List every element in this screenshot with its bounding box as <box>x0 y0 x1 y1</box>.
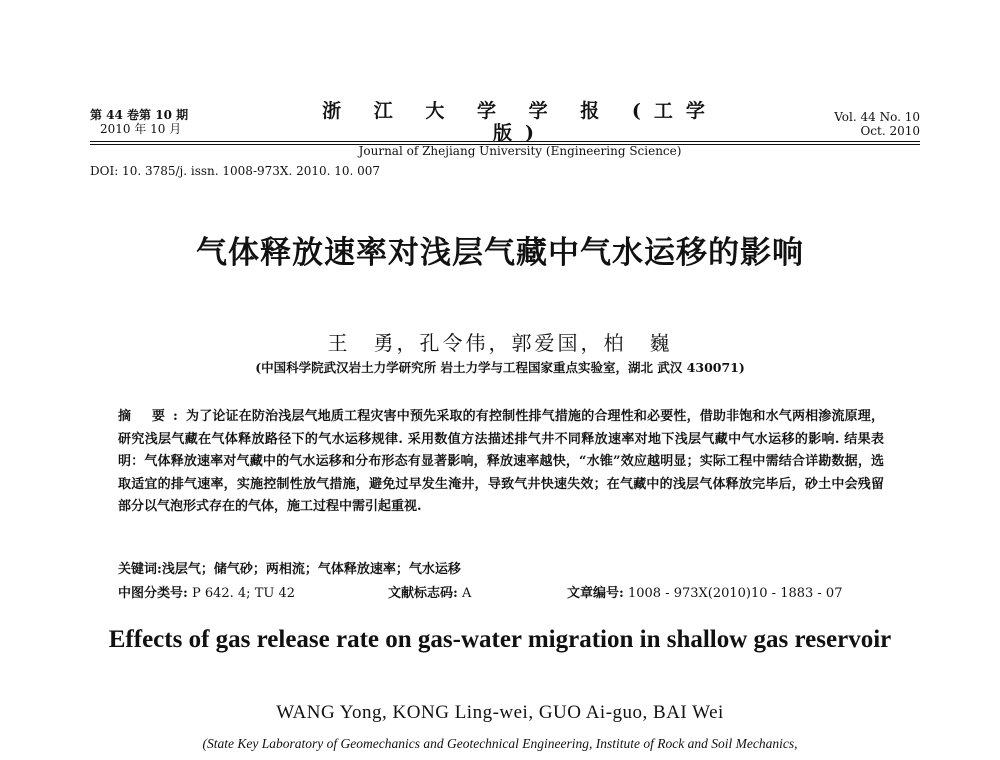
clc-label: 中图分类号: <box>118 586 188 601</box>
affiliation-zh: (中国科学院武汉岩土力学研究所 岩土力学与工程国家重点实验室，湖北 武汉 430071) <box>255 360 745 375</box>
affiliation-en: (State Key Laboratory of Geomechanics and Geotechnical Engineering, Institute of Rock and Soil Mechanics, <box>202 736 798 751</box>
date-en: Oct. 2010 <box>860 124 920 138</box>
header-rule <box>90 141 920 142</box>
header-rule-thin <box>90 144 920 145</box>
clc-value: P 642. 4; TU 42 <box>191 586 295 601</box>
keywords-text: 浅层气；储气砂；两相流；气体释放速率；气水运移 <box>161 562 461 577</box>
document-code <box>388 582 471 601</box>
abstract-zh <box>118 406 884 519</box>
doi: DOI: 10. 3785/j. issn. 1008-973X. 2010. 10. 007 <box>90 164 381 178</box>
keywords-label: 关键词: <box>118 562 162 577</box>
authors-zh: 王 勇，孔令伟，郭爱国，柏 巍 <box>327 331 673 355</box>
journal-header <box>300 100 740 158</box>
authors-en: WANG Yong, KONG Ling-wei, GUO Ai-guo, BAI Wei <box>276 702 724 723</box>
header-volume-zh <box>90 108 188 136</box>
journal-name-en: Journal of Zhejiang University (Engineering Science) <box>358 144 682 158</box>
abstract-label: 摘 要: <box>118 409 186 424</box>
keywords-zh <box>118 558 461 577</box>
doc-label: 文献标志码: <box>388 586 458 601</box>
title-zh: 气体释放速率对浅层气藏中气水运移的影响 <box>196 235 804 271</box>
article-value: 1008 - 973X(2010)10 - 1883 - 07 <box>627 586 843 601</box>
abstract-text: 为了论证在防治浅层气地质工程灾害中预先采取的有控制性排气措施的合理性和必要性，借助非饱和水气两相渗流原理，研究浅层气藏在气体释放路径下的气水运移规律. 采用数值方法描述排气井不同释放速率对地下浅层气藏中气水运移的影响. 结果表明：气体释放速率对气藏中的气水运移和分布形态有显著影响，释放速率越快，“水锥”效应越明显；实际工程中需结合详勘数据，选取适宜的排气速率，实施控制性放气措施，避免过早发生淹井，导致气井快速失效；在气藏中的浅层气体释放完毕后，砂土中会残留部分以气泡形式存在的气体，施工过程中需引起重视. <box>118 409 884 514</box>
doc-value: A <box>461 586 472 601</box>
article-label: 文章编号: <box>567 586 624 601</box>
article-number <box>567 582 842 601</box>
title-en: Effects of gas release rate on gas-water migration in shallow gas reservoir <box>108 626 892 653</box>
vol-issue-en: Vol. 44 No. 10 <box>834 110 920 124</box>
clc-number <box>118 582 295 601</box>
header-volume-en <box>834 110 920 138</box>
journal-name-zh: 浙 江 大 学 学 报 (工学版) <box>322 100 718 144</box>
date-zh: 2010 年 10 月 <box>100 122 182 136</box>
vol-issue-zh: 第 44 卷第 10 期 <box>90 108 189 122</box>
